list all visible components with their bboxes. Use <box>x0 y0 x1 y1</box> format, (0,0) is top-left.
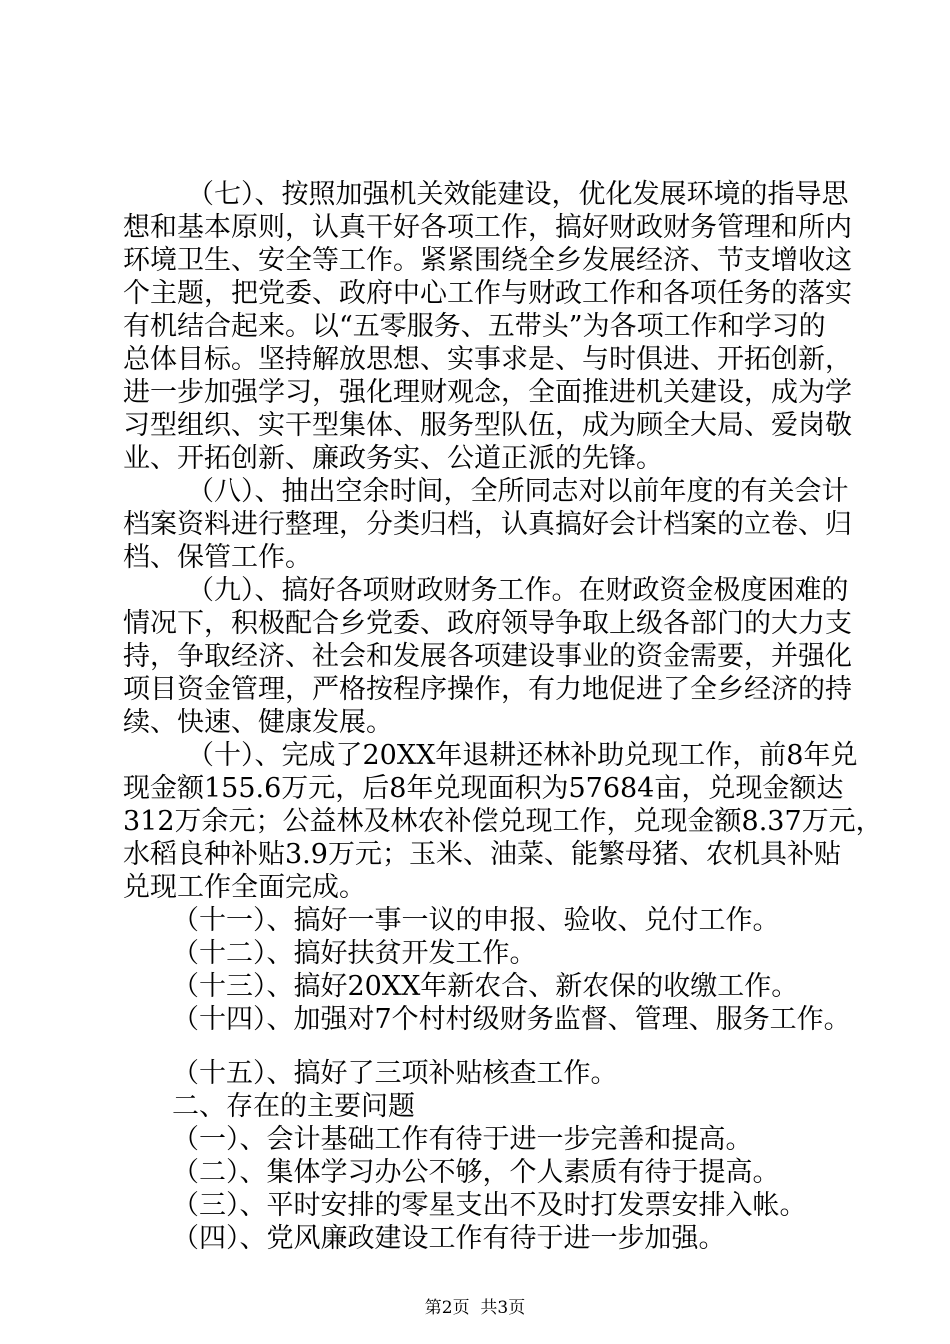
paragraph-line: 有机结合起来。以“五零服务、五带头”为各项工作和学习的 <box>123 311 826 342</box>
paragraph-line: 项目资金管理，严格按程序操作，有力地促进了全乡经济的持 <box>123 674 852 705</box>
paragraph-line: （四）、党风廉政建设工作有待于进一步加强。 <box>172 1223 726 1254</box>
paragraph-line: 习型组织、实干型集体、服务型队伍，成为顾全大局、爱岗敬 <box>123 410 852 441</box>
paragraph-line: （十五）、搞好了三项补贴核查工作。 <box>172 1058 618 1089</box>
paragraph-line: （十三）、搞好20XX年新农合、新农保的收缴工作。 <box>172 971 799 1002</box>
paragraph-line: （三）、平时安排的零星支出不及时打发票安排入帐。 <box>172 1190 807 1221</box>
paragraph-line: （十）、完成了20XX年退耕还林补助兑现工作，前8年兑 <box>187 740 858 771</box>
paragraph-line: 总体目标。坚持解放思想、实事求是、与时俱进、开拓创新， <box>123 344 852 375</box>
paragraph-line: 环境卫生、安全等工作。紧紧围绕全乡发展经济、节支增收这 <box>123 245 852 276</box>
paragraph-line: 续、快速、健康发展。 <box>123 707 393 738</box>
paragraph-line: （二）、集体学习办公不够，个人素质有待于提高。 <box>172 1157 780 1188</box>
paragraph-line: 档案资料进行整理，分类归档，认真搞好会计档案的立卷、归 <box>123 509 852 540</box>
paragraph-line: 持，争取经济、社会和发展各项建设事业的资金需要，并强化 <box>123 641 852 672</box>
paragraph-line: 业、开拓创新、廉政务实、公道正派的先锋。 <box>123 443 663 474</box>
paragraph-line: 兑现工作全面完成。 <box>123 872 366 903</box>
paragraph-line: （十一）、搞好一事一议的申报、验收、兑付工作。 <box>172 905 780 936</box>
page-number-footer: 第2页 共3页 <box>424 1298 526 1318</box>
paragraph-line: 现金额155.6万元，后8年兑现面积为57684亩，兑现金额达 <box>123 773 844 804</box>
paragraph-line: （一）、会计基础工作有待于进一步完善和提高。 <box>172 1124 753 1155</box>
paragraph-line: （七）、按照加强机关效能建设，优化发展环境的指导思 <box>187 179 849 210</box>
paragraph-line: 312万余元；公益林及林农补偿兑现工作，兑现金额8.37万元， <box>123 806 883 837</box>
paragraph-line: （九）、搞好各项财政财务工作。在财政资金极度困难的 <box>187 575 849 606</box>
section-heading: 二、存在的主要问题 <box>172 1091 415 1122</box>
paragraph-line: 情况下，积极配合乡党委、政府领导争取上级各部门的大力支 <box>123 608 852 639</box>
paragraph-line: 想和基本原则，认真干好各项工作，搞好财政财务管理和所内 <box>123 212 852 243</box>
paragraph-line: 水稻良种补贴3.9万元；玉米、油菜、能繁母猪、农机具补贴 <box>123 839 841 870</box>
paragraph-line: （十二）、搞好扶贫开发工作。 <box>172 938 537 969</box>
paragraph-line: 档、保管工作。 <box>123 542 312 573</box>
paragraph-line: （八）、抽出空余时间，全所同志对以前年度的有关会计 <box>187 476 849 507</box>
paragraph-line: 进一步加强学习，强化理财观念，全面推进机关建设，成为学 <box>123 377 852 408</box>
paragraph-line: （十四）、加强对7个村村级财务监督、管理、服务工作。 <box>172 1004 851 1035</box>
paragraph-line: 个主题，把党委、政府中心工作与财政工作和各项任务的落实 <box>123 278 852 309</box>
